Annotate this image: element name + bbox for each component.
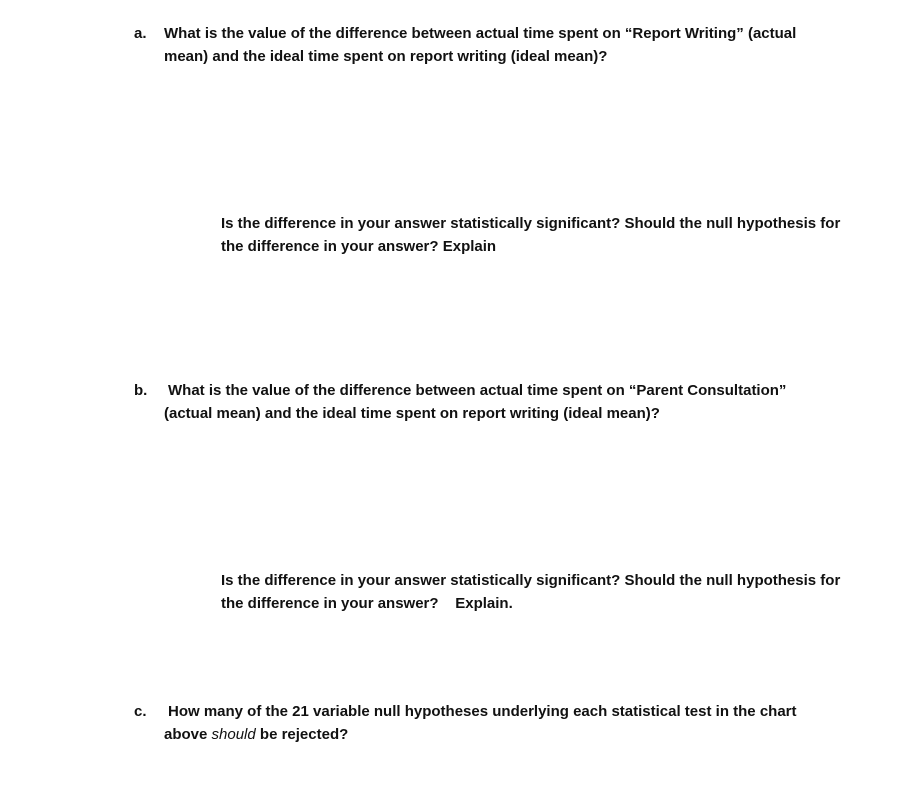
question-a-followup-line-1: Is the difference in your answer statistically significant? Should the null hypothesis for xyxy=(221,215,841,232)
question-b-line-2: (actual mean) and the ideal time spent on report writing (ideal mean)? xyxy=(164,405,660,422)
question-b-line-1: What is the value of the difference between actual time spent on “Parent Consultation” xyxy=(168,382,787,399)
question-a-line-2: mean) and the ideal time spent on report writing (ideal mean)? xyxy=(164,48,608,65)
question-b-followup-line-2: the difference in your answer? Explain. xyxy=(221,595,513,612)
question-c-line-2 xyxy=(164,723,348,746)
question-c-line-2-pre: above xyxy=(164,726,212,743)
question-c-emphasis: should xyxy=(211,726,256,743)
question-a-followup-line-2: the difference in your answer? Explain xyxy=(221,238,497,255)
question-c-line-1: How many of the 21 variable null hypotheses underlying each statistical test in the chart xyxy=(168,703,797,720)
question-b-marker: b. xyxy=(134,382,148,399)
question-a-marker: a. xyxy=(134,25,147,42)
question-a-line-1: What is the value of the difference between actual time spent on “Report Writing” (actual xyxy=(164,25,797,42)
question-c-marker: c. xyxy=(134,703,147,720)
question-c-line-2-post: be rejected? xyxy=(255,726,349,743)
question-b-followup-line-1: Is the difference in your answer statistically significant? Should the null hypothesis for xyxy=(221,572,841,589)
